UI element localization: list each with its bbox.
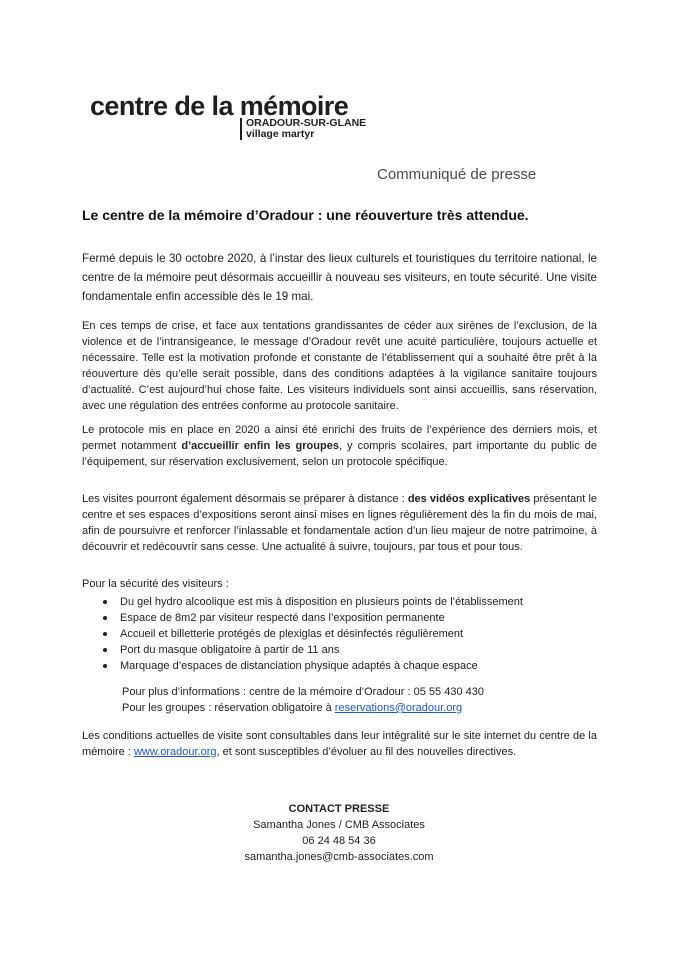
logo-title: centre de la mémoire	[90, 91, 349, 121]
list-item: Espace de 8m2 par visiteur respecté dans l’exposition permanente	[100, 610, 523, 626]
paragraph-groups-before: Le protocole mis en place en 2020 a ainsi été enrichi des fruits de l’expérience des derniers mois, et permet notamment	[82, 424, 597, 452]
paragraph-conditions-after: , et sont susceptibles d’évoluer au fil des nouvelles directives.	[216, 746, 517, 758]
security-list	[100, 594, 523, 674]
paragraph-groups-after: , y compris scolaires, part importante du public de l’équipement, sur réservation exclusivement, selon un protocole spécifique.	[82, 440, 598, 468]
paragraph-videos	[82, 491, 597, 555]
paragraph-groups-bold: d’accueillir enfin les groupes	[181, 440, 339, 452]
paragraph-reopening: Fermé depuis le 30 octobre 2020, à l’instar des lieux culturels et touristiques du territoire national, le centre de la mémoire peut désormais accueillir à nouveau ses visiteurs, en toute sécurité. Une visite fondamentale enfin accessible dès le 19 mai.	[82, 252, 597, 303]
info-phone-line: Pour plus d’informations : centre de la mémoire d’Oradour : 05 55 430 430	[122, 686, 484, 698]
list-item: Du gel hydro alcoolique est mis à disposition en plusieurs points de l’établissement	[100, 594, 523, 610]
info-block	[122, 684, 484, 716]
info-groups-prefix: Pour les groupes : réservation obligatoire à	[122, 702, 335, 714]
headline: Le centre de la mémoire d’Oradour : une réouverture très attendue.	[82, 207, 529, 223]
list-item: Accueil et billetterie protégés de plexiglas et désinfectés régulièrement	[100, 626, 523, 642]
contact-phone: 06 24 48 54 36	[302, 835, 376, 847]
website-link[interactable]: www.oradour.org	[133, 746, 217, 758]
list-item: Port du masque obligatoire à partir de 11 ans	[100, 642, 523, 658]
paragraph-context: En ces temps de crise, et face aux tentations grandissantes de céder aux sirènes de l’exclusion, de la violence et de l’intransigeance, le message d’Oradour revêt une acuité particulière, toujours actuelle et nécessaire. Telle est la motivation profonde et constante de l’établissement qui a souhaité être prêt à la réouverture dès qu’elle serait possible, dans des conditions adaptées à la vigilance sanitaire toujours d’actualité. C’est aujourd’hui chose faite. Les visiteurs individuels sont ainsi accueillis, sans réservation, avec une régulation des entrées conforme au protocole sanitaire.	[82, 320, 597, 412]
paragraph-videos-before: Les visites pourront également désormais se préparer à distance :	[82, 493, 408, 505]
security-title: Pour la sécurité des visiteurs :	[82, 578, 229, 590]
paragraph-conditions-before: Les conditions actuelles de visite sont consultables dans leur intégralité sur le site internet du centre de la mémoire :	[82, 730, 597, 758]
paragraph-videos-bold: des vidéos explicatives	[407, 493, 531, 505]
paragraph-videos-after: présentant le centre et ses espaces d’expositions seront ainsi mises en lignes régulièrement dès la fin du mois de mai, afin de poursuivre et renforcer l’inlassable et fondamentale action d’un lieu majeur de notre patrimoine, à découvrir et redécouvrir sans cesse. Une actualité à suivre, toujours, par tous et pour tous.	[82, 493, 597, 553]
paragraph-conditions	[82, 728, 597, 760]
press-contact	[0, 801, 678, 865]
logo	[90, 91, 367, 140]
logo-subtitle-line2: village martyr	[246, 128, 315, 140]
list-item: Marquage d’espaces de distanciation physique adaptés à chaque espace	[100, 658, 523, 674]
press-release-label: Communiqué de presse	[377, 166, 537, 183]
contact-title: CONTACT PRESSE	[288, 803, 390, 815]
logo-subtitle	[240, 118, 366, 140]
paragraph-groups	[82, 422, 597, 470]
contact-name: Samantha Jones / CMB Associates	[253, 819, 425, 831]
info-groups-line	[122, 700, 484, 716]
logo-subtitle-line1: ORADOUR-SUR-GLANE	[246, 117, 367, 129]
reservations-email-link[interactable]: reservations@oradour.org	[334, 702, 463, 714]
contact-email: samantha.jones@cmb-associates.com	[244, 851, 434, 863]
